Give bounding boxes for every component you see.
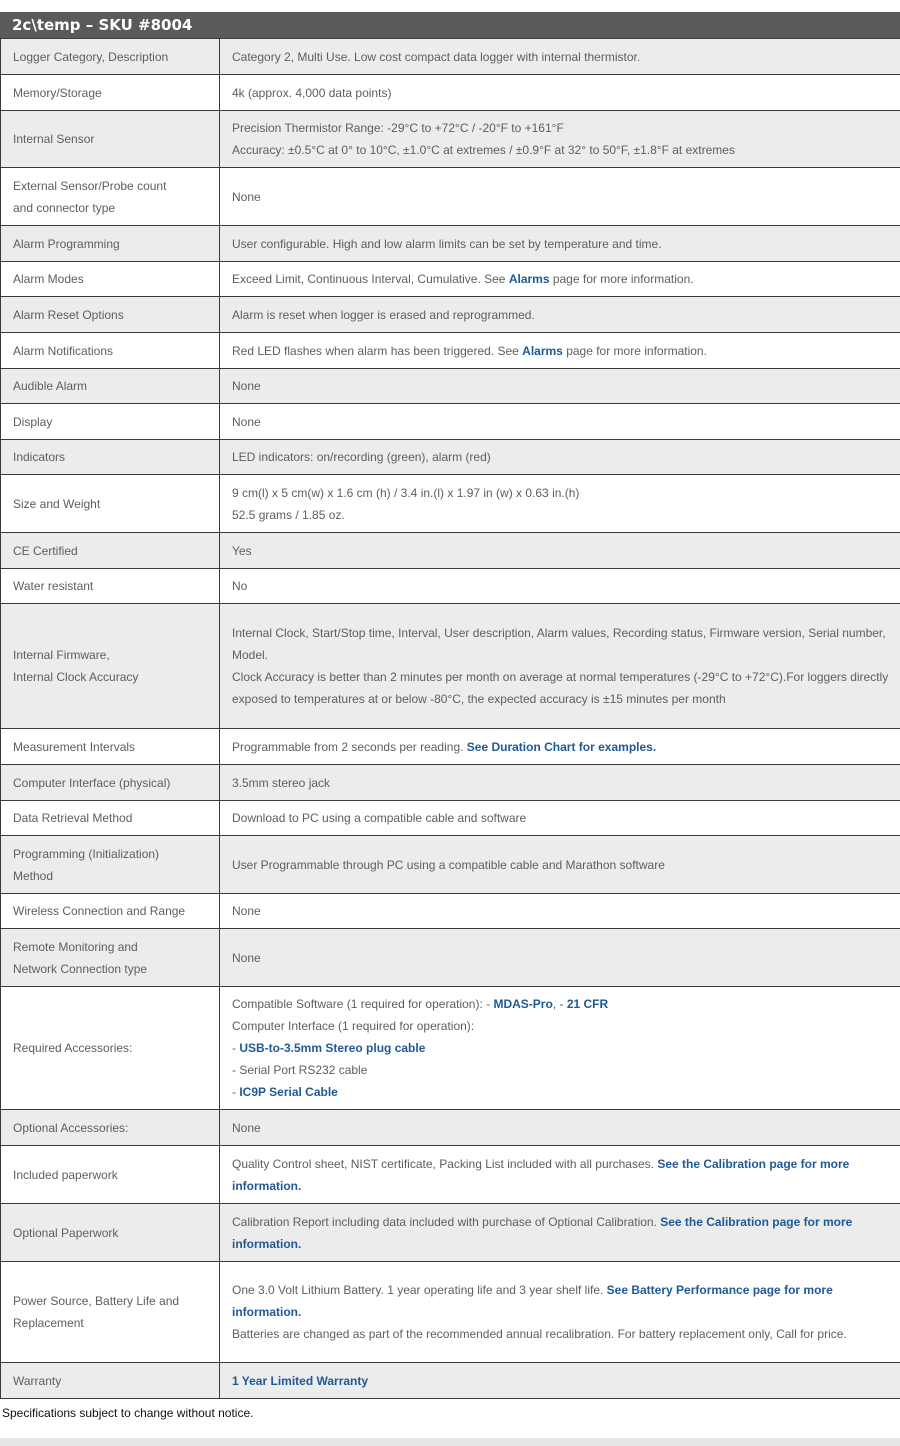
table-row (1, 1363, 900, 1399)
value-text: Exceed Limit, Continuous Interval, Cumulative. See (232, 272, 509, 286)
table-row (1, 262, 900, 297)
table-row (1, 111, 900, 168)
duration-chart-link[interactable]: See Duration Chart for examples. (466, 739, 657, 754)
value-line: Batteries are changed as part of the recommended annual recalibration. For battery replacement only, Call for price. (232, 1327, 847, 1341)
row-value: Yes (220, 533, 900, 569)
value-line: Computer Interface (1 required for operation): (232, 1019, 475, 1033)
row-value (220, 1262, 900, 1363)
label-line: Power Source, Battery Life and (13, 1294, 180, 1308)
bottom-strip (0, 1438, 900, 1446)
value-line: Internal Clock, Start/Stop time, Interval, User description, Alarm values, Recording status, Firmware version, Serial number, Model. (232, 626, 886, 662)
battery-performance-link[interactable]: See Battery Performance page for more information. (232, 1283, 833, 1319)
alarms-link[interactable]: Alarms (508, 272, 550, 286)
row-value: Category 2, Multi Use. Low cost compact data logger with internal thermistor. (220, 39, 900, 75)
value-line: Clock Accuracy is better than 2 minutes per month on average at normal temperatures (-29°C to +72°C).For loggers directly exposed to temperatures at or below -80°C, the expected accuracy is ±15 minutes per month (232, 670, 889, 706)
row-label: Optional Accessories: (1, 1110, 220, 1146)
top-strip (0, 0, 900, 12)
table-row (1, 1110, 900, 1146)
row-label (1, 929, 220, 987)
label-line: Network Connection type (13, 961, 148, 976)
value-text: , - (552, 997, 567, 1011)
value-line (232, 1081, 892, 1103)
row-label: Alarm Modes (1, 262, 220, 297)
value-text: page for more information. (562, 343, 707, 358)
table-row (1, 1146, 900, 1204)
table-row (1, 404, 900, 440)
row-label (1, 604, 220, 729)
row-value (220, 604, 900, 729)
row-value: None (220, 894, 900, 929)
value-text: Red LED flashes when alarm has been triggered. See (232, 343, 523, 358)
table-row (1, 475, 900, 533)
row-value: LED indicators: on/recording (green), alarm (red) (220, 440, 900, 475)
calibration-link[interactable]: See the Calibration page for more information. (232, 1214, 853, 1251)
table-row (1, 533, 900, 569)
row-label: Size and Weight (1, 475, 220, 533)
row-value: None (220, 1110, 900, 1146)
row-value: Download to PC using a compatible cable and software (220, 801, 900, 836)
ic9p-cable-link[interactable]: IC9P Serial Cable (239, 1085, 338, 1099)
row-label: Optional Paperwork (1, 1204, 220, 1262)
table-row (1, 440, 900, 475)
row-label: Wireless Connection and Range (1, 894, 220, 929)
label-line: Internal Clock Accuracy (13, 670, 139, 684)
mdas-pro-link[interactable]: MDAS-Pro (493, 997, 553, 1011)
table-row (1, 987, 900, 1110)
table-row (1, 801, 900, 836)
row-label: Alarm Programming (1, 226, 220, 262)
row-label: Computer Interface (physical) (1, 765, 220, 801)
label-line: Method (13, 868, 54, 883)
row-value: None (220, 369, 900, 404)
row-label: Warranty (1, 1363, 220, 1399)
row-label: Required Accessories: (1, 987, 220, 1110)
calibration-link[interactable]: See the Calibration page for more information. (232, 1156, 850, 1193)
value-line (232, 993, 892, 1015)
row-label: Data Retrieval Method (1, 801, 220, 836)
row-value: None (220, 168, 900, 226)
row-value: 3.5mm stereo jack (220, 765, 900, 801)
label-line: Programming (Initialization) (13, 846, 160, 861)
value-line: 52.5 grams / 1.85 oz. (232, 507, 345, 522)
row-value (220, 262, 900, 297)
value-text: Programmable from 2 seconds per reading. (232, 739, 467, 754)
row-value: None (220, 929, 900, 987)
row-label: Included paperwork (1, 1146, 220, 1204)
table-row (1, 894, 900, 929)
spec-table (0, 38, 900, 1399)
table-row (1, 75, 900, 111)
table-row (1, 333, 900, 369)
row-label: Water resistant (1, 569, 220, 604)
row-label: Measurement Intervals (1, 729, 220, 765)
table-row (1, 729, 900, 765)
table-row (1, 297, 900, 333)
row-label: Indicators (1, 440, 220, 475)
table-row (1, 765, 900, 801)
row-value: 4k (approx. 4,000 data points) (220, 75, 900, 111)
label-line: External Sensor/Probe count (13, 178, 167, 193)
usb-cable-link[interactable]: USB-to-3.5mm Stereo plug cable (239, 1041, 426, 1055)
table-row (1, 369, 900, 404)
row-label (1, 1262, 220, 1363)
row-label: Alarm Reset Options (1, 297, 220, 333)
table-row (1, 1262, 900, 1363)
row-value (220, 111, 900, 168)
row-value (220, 729, 900, 765)
spec-title: 2c\temp – SKU #8004 (0, 12, 900, 38)
row-label: Memory/Storage (1, 75, 220, 111)
value-text: Quality Control sheet, NIST certificate, Packing List included with all purchases. (232, 1156, 658, 1171)
value-line (232, 1037, 892, 1059)
21-cfr-link[interactable]: 21 CFR (566, 997, 609, 1011)
row-label (1, 836, 220, 894)
spec-sheet (0, 12, 900, 1399)
label-line: Replacement (13, 1316, 84, 1330)
label-line: Remote Monitoring and (13, 939, 138, 954)
footer-note: Specifications subject to change without notice. (2, 1406, 254, 1420)
row-label: Logger Category, Description (1, 39, 220, 75)
value-line: 9 cm(l) x 5 cm(w) x 1.6 cm (h) / 3.4 in.(l) x 1.97 in (w) x 0.63 in.(h) (232, 485, 580, 500)
value-line: Precision Thermistor Range: -29°C to +72°C / -20°F to +161°F (232, 121, 564, 135)
row-value: None (220, 404, 900, 440)
label-line: and connector type (13, 200, 116, 215)
row-value: User Programmable through PC using a compatible cable and Marathon software (220, 836, 900, 894)
label-line: Internal Firmware, (13, 648, 110, 662)
table-row (1, 604, 900, 729)
table-row (1, 929, 900, 987)
alarms-link[interactable]: Alarms (522, 343, 563, 358)
row-value: User configurable. High and low alarm limits can be set by temperature and time. (220, 226, 900, 262)
row-value (220, 1204, 900, 1262)
row-value (220, 987, 900, 1110)
value-line: - Serial Port RS232 cable (232, 1063, 368, 1077)
value-text: Compatible Software (1 required for operation): - (232, 997, 494, 1011)
table-row (1, 836, 900, 894)
row-label: Alarm Notifications (1, 333, 220, 369)
table-row (1, 39, 900, 75)
row-label (1, 168, 220, 226)
row-label: Display (1, 404, 220, 440)
table-row (1, 168, 900, 226)
row-value (220, 475, 900, 533)
table-row (1, 1204, 900, 1262)
value-text: - (232, 1041, 240, 1055)
value-line (232, 1279, 892, 1323)
table-row (1, 226, 900, 262)
row-value: No (220, 569, 900, 604)
row-value (220, 333, 900, 369)
value-text: page for more information. (549, 272, 694, 286)
row-value (220, 1146, 900, 1204)
row-value (220, 1363, 900, 1399)
row-label: CE Certified (1, 533, 220, 569)
table-row (1, 569, 900, 604)
value-text: - (232, 1085, 240, 1099)
row-label: Internal Sensor (1, 111, 220, 168)
row-value: Alarm is reset when logger is erased and reprogrammed. (220, 297, 900, 333)
value-line: Accuracy: ±0.5°C at 0° to 10°C, ±1.0°C at extremes / ±0.9°F at 32° to 50°F, ±1.8°F at extremes (232, 143, 735, 157)
value-text: Calibration Report including data included with purchase of Optional Calibration. (232, 1214, 661, 1229)
row-label: Audible Alarm (1, 369, 220, 404)
value-text: One 3.0 Volt Lithium Battery. 1 year operating life and 3 year shelf life. (232, 1283, 607, 1297)
warranty-link[interactable]: 1 Year Limited Warranty (232, 1373, 369, 1388)
